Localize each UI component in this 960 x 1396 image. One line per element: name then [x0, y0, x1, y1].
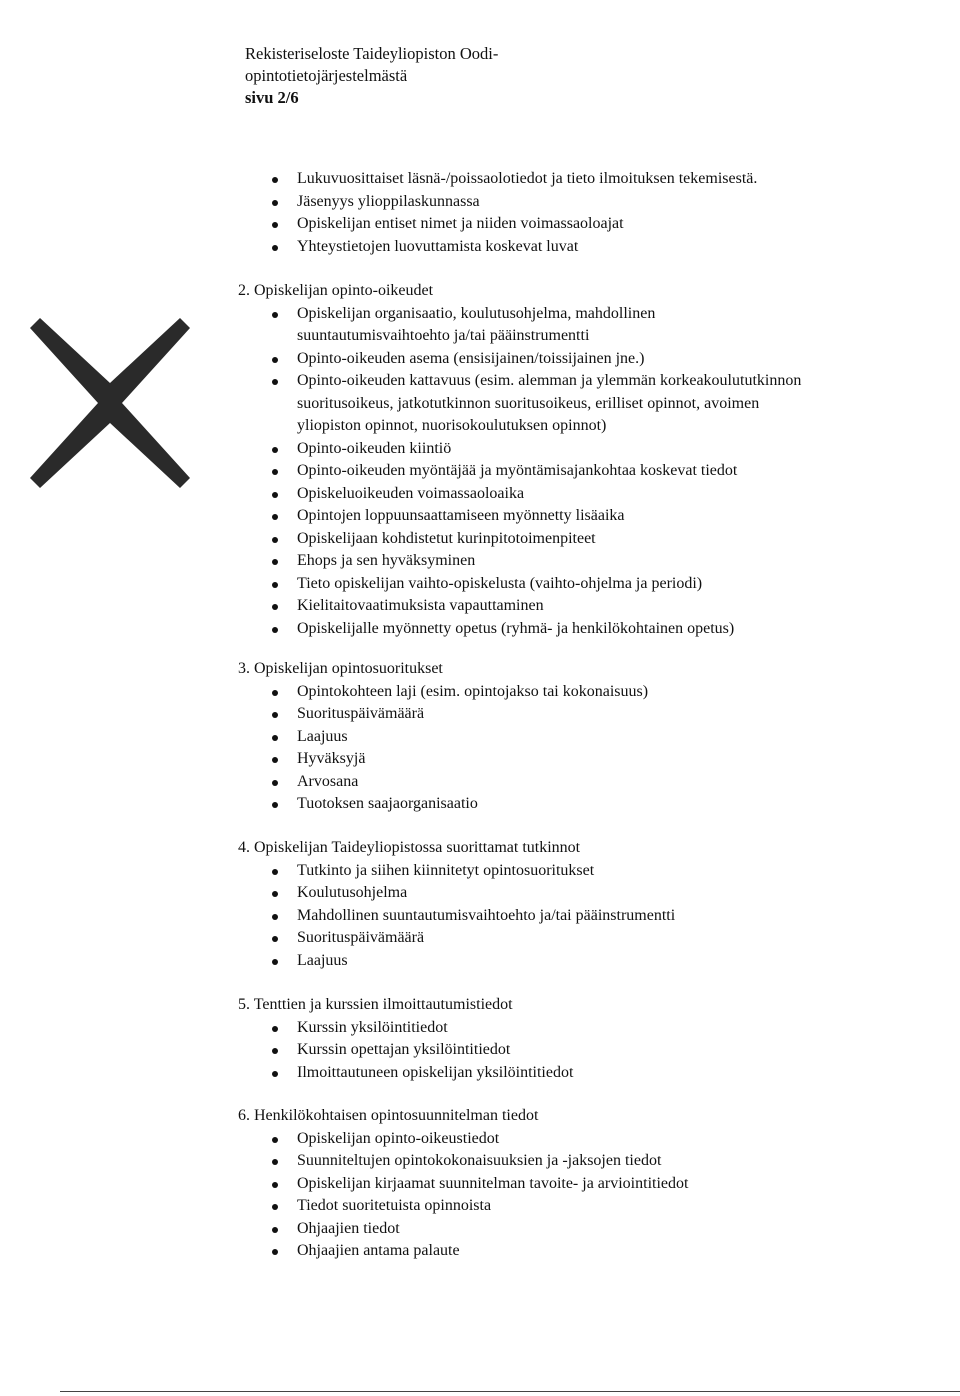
bullet-icon — [272, 891, 278, 897]
header-title-line1: Rekisteriseloste Taideyliopiston Oodi- — [245, 44, 499, 63]
bullet-icon — [272, 936, 278, 942]
bullet-icon — [272, 312, 278, 318]
bullet-icon — [272, 1204, 278, 1210]
list-item: Tieto opiskelijan vaihto-opiskelusta (vaihto-ohjelma ja periodi) — [272, 573, 801, 596]
list-item: Opiskelijan opinto-oikeustiedot — [272, 1128, 688, 1151]
list-item: Suorituspäivämäärä — [272, 927, 675, 950]
bullet-icon — [272, 582, 278, 588]
list-item: Laajuus — [272, 950, 675, 973]
bullet-icon — [272, 780, 278, 786]
bullet-icon — [272, 1227, 278, 1233]
bullet-icon — [272, 200, 278, 206]
list-item: Opintokohteen laji (esim. opintojakso tai kokonaisuus) — [272, 681, 648, 704]
section-2 — [238, 280, 801, 640]
list-item: Yhteystietojen luovuttamista koskevat luvat — [272, 236, 757, 259]
bullet-icon — [272, 690, 278, 696]
section-title: 4. Opiskelijan Taideyliopistossa suorittamat tutkinnot — [238, 839, 581, 856]
list-item: Opiskelijalle myönnetty opetus (ryhmä- ja henkilökohtainen opetus) — [272, 618, 801, 641]
section-list — [238, 681, 648, 816]
list-item: Opiskelijan entiset nimet ja niiden voimassaoloajat — [272, 213, 757, 236]
list-item: Hyväksyjä — [272, 748, 648, 771]
section-6 — [238, 1105, 688, 1263]
list-item: Opinto-oikeuden myöntäjää ja myöntämisajankohtaa koskevat tiedot — [272, 460, 801, 483]
bullet-icon — [272, 559, 278, 565]
bullet-icon — [272, 1249, 278, 1255]
bullet-icon — [272, 1137, 278, 1143]
list-item: Koulutusohjelma — [272, 882, 675, 905]
bullet-icon — [272, 735, 278, 741]
list-item: Opinto-oikeuden kiintiö — [272, 438, 801, 461]
intro-bullet-list — [272, 168, 757, 258]
section-list — [238, 1017, 573, 1085]
list-item: Opintojen loppuunsaattamiseen myönnetty lisäaika — [272, 505, 801, 528]
list-item: Opiskeluoikeuden voimassaoloaika — [272, 483, 801, 506]
bullet-icon — [272, 757, 278, 763]
bullet-icon — [272, 1159, 278, 1165]
bullet-icon — [272, 627, 278, 633]
list-item: Opinto-oikeuden asema (ensisijainen/toissijainen jne.) — [272, 348, 801, 371]
bullet-icon — [272, 357, 278, 363]
section-list — [238, 860, 675, 973]
document-header — [245, 43, 498, 109]
list-item: Suorituspäivämäärä — [272, 703, 648, 726]
list-item: Kurssin opettajan yksilöintitiedot — [272, 1039, 573, 1062]
list-item: Ilmoittautuneen opiskelijan yksilöintitiedot — [272, 1062, 573, 1085]
header-title-line2: opintotietojärjestelmästä — [245, 66, 408, 85]
bullet-icon — [272, 245, 278, 251]
list-item: Ohjaajien tiedot — [272, 1218, 688, 1241]
bullet-icon — [272, 222, 278, 228]
bullet-icon — [272, 914, 278, 920]
bullet-icon — [272, 1048, 278, 1054]
list-item: Tuotoksen saajaorganisaatio — [272, 793, 648, 816]
bullet-icon — [272, 1182, 278, 1188]
list-item: Opiskelijan kirjaamat suunnitelman tavoite- ja arviointitiedot — [272, 1173, 688, 1196]
bullet-icon — [272, 379, 278, 385]
list-item: Kurssin yksilöintitiedot — [272, 1017, 573, 1040]
list-item: Opiskelijan organisaatio, koulutusohjelma, mahdollinen suuntautumisvaihtoehto ja/tai pääinstrumentti — [272, 303, 801, 348]
bullet-icon — [272, 604, 278, 610]
list-item: Laajuus — [272, 726, 648, 749]
section-title: 3. Opiskelijan opintosuoritukset — [238, 660, 443, 677]
section-title: 6. Henkilökohtaisen opintosuunnitelman tiedot — [238, 1107, 539, 1124]
section-list — [238, 303, 801, 641]
bullet-icon — [272, 1026, 278, 1032]
bullet-icon — [272, 959, 278, 965]
list-item: Mahdollinen suuntautumisvaihtoehto ja/tai pääinstrumentti — [272, 905, 675, 928]
list-item: Suunniteltujen opintokokonaisuuksien ja -jaksojen tiedot — [272, 1150, 688, 1173]
list-item: Ehops ja sen hyväksyminen — [272, 550, 801, 573]
list-item: Arvosana — [272, 771, 648, 794]
bullet-icon — [272, 514, 278, 520]
bullet-icon — [272, 447, 278, 453]
list-item: Ohjaajien antama palaute — [272, 1240, 688, 1263]
list-item: Jäsenyys ylioppilaskunnassa — [272, 191, 757, 214]
bullet-icon — [272, 177, 278, 183]
cross-mark-icon — [30, 318, 190, 488]
section-title: 2. Opiskelijan opinto-oikeudet — [238, 282, 434, 299]
section-title: 5. Tenttien ja kurssien ilmoittautumistiedot — [238, 996, 513, 1013]
bullet-icon — [272, 537, 278, 543]
section-list — [238, 1128, 688, 1263]
bullet-icon — [272, 712, 278, 718]
list-item: Tiedot suoritetuista opinnoista — [272, 1195, 688, 1218]
list-item: Tutkinto ja siihen kiinnitetyt opintosuoritukset — [272, 860, 675, 883]
bullet-icon — [272, 869, 278, 875]
section-3 — [238, 658, 648, 816]
page-number: sivu 2/6 — [245, 88, 299, 107]
section-4 — [238, 837, 675, 972]
section-5 — [238, 994, 573, 1084]
bottom-divider — [60, 1391, 960, 1392]
list-item: Kielitaitovaatimuksista vapauttaminen — [272, 595, 801, 618]
bullet-icon — [272, 492, 278, 498]
list-item: Lukuvuosittaiset läsnä-/poissaolotiedot ja tieto ilmoituksen tekemisestä. — [272, 168, 757, 191]
bullet-icon — [272, 802, 278, 808]
bullet-icon — [272, 1071, 278, 1077]
list-item: Opinto-oikeuden kattavuus (esim. alemman ja ylemmän korkeakoulututkinnon suoritusoikeus, jatkotutkinnon suoritusoikeus, erilliset opinnot, avoimen yliopiston opinnot, nuorisokoulutuksen opinnot) — [272, 370, 801, 438]
list-item: Opiskelijaan kohdistetut kurinpitotoimenpiteet — [272, 528, 801, 551]
bullet-icon — [272, 469, 278, 475]
